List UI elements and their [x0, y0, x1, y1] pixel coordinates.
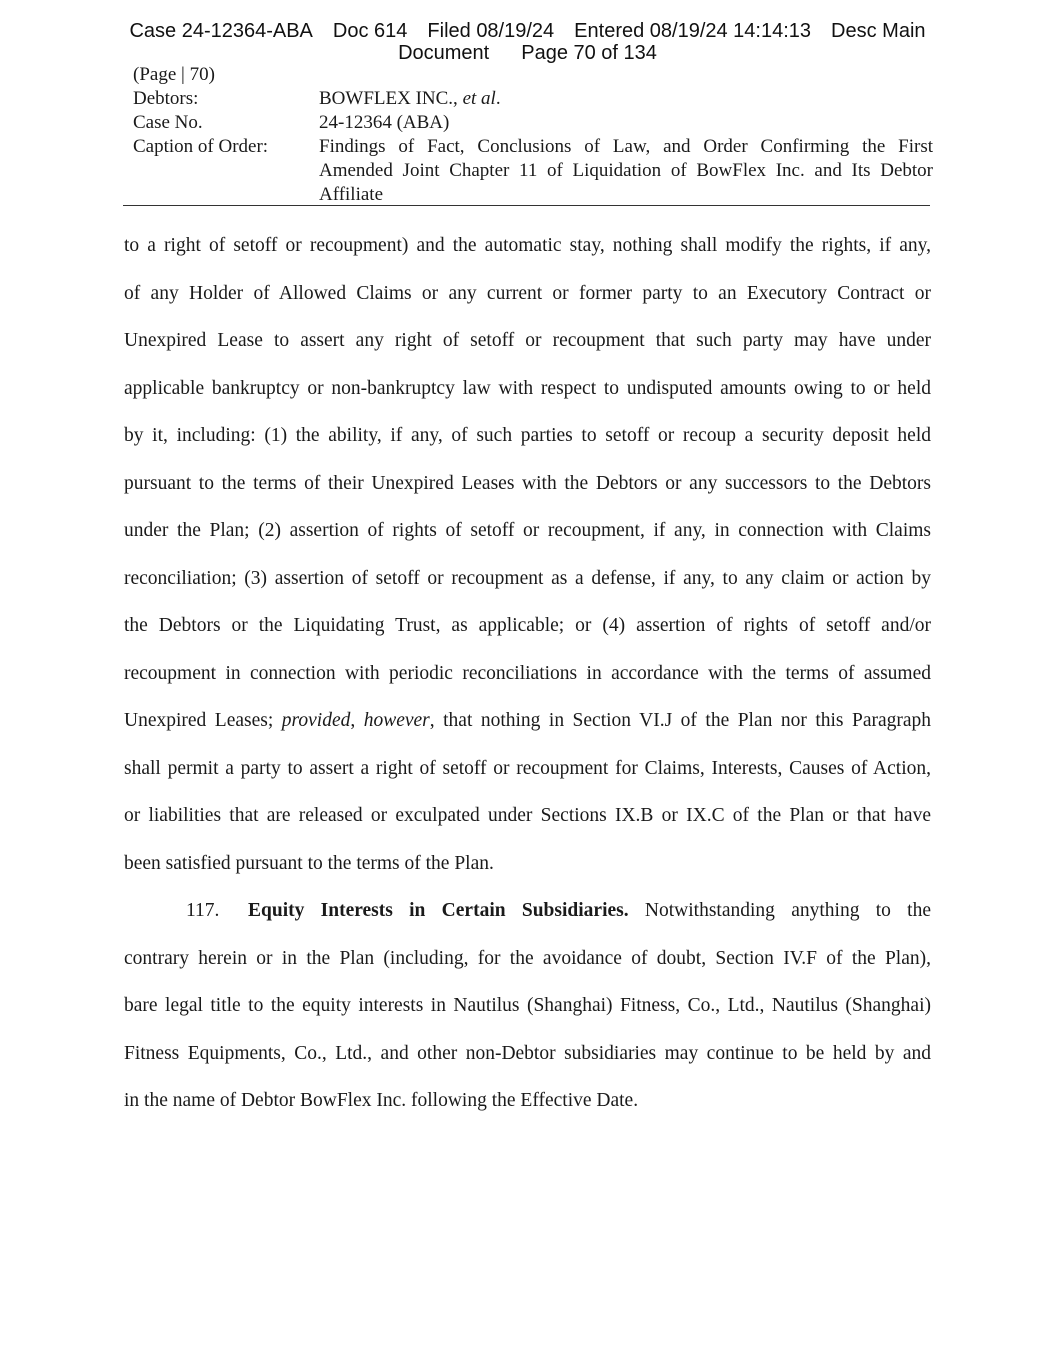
line11-comma: , [350, 710, 356, 731]
body-line: applicable bankruptcy or non-bankruptcy law with respect to undisputed amounts owing to or held [124, 377, 931, 399]
caption-debtors-row [133, 87, 933, 111]
filing-stamp [0, 20, 1055, 64]
body-line-last: in the name of Debtor BowFlex Inc. following the Effective Date. [124, 1090, 639, 1111]
order-title-line1: Findings of Fact, Conclusions of Law, and Order Confirming the First [319, 136, 933, 157]
filing-stamp-line2 [0, 42, 1055, 64]
body-line-last: been satisfied pursuant to the terms of the Plan. [124, 852, 494, 874]
document-body [124, 222, 931, 1125]
body-line: by it, including: (1) the ability, if any, of such parties to setoff or recoup a security deposit held [124, 425, 931, 446]
body-line: pursuant to the terms of their Unexpired Leases with the Debtors or any successors to the Debtors [124, 472, 931, 494]
caption-debtors-label: Debtors: [133, 88, 199, 109]
order-title-line2: Amended Joint Chapter 11 of Liquidation of BowFlex Inc. and Its Debtor [319, 160, 933, 181]
page-count: Page 70 of 134 [521, 42, 657, 64]
body-line: bare legal title to the equity interests in Nautilus (Shanghai) Fitness, Co., Ltd., Nautilus (Shanghai) [124, 995, 931, 1016]
filed-date: Filed 08/19/24 [427, 20, 555, 42]
desc-label: Desc Main [831, 20, 926, 42]
caption-divider [123, 205, 930, 206]
debtors-et-al: et al [462, 88, 496, 109]
line11-end: , that nothing in Section VI.J of the Plan nor this Paragraph [429, 710, 932, 731]
paragraph-117-first-line [124, 887, 931, 935]
caption-order-label: Caption of Order: [133, 136, 269, 157]
body-line: the Debtors or the Liquidating Trust, as applicable; or (4) assertion of rights of setoff and/or [124, 615, 931, 636]
body-line: recoupment in connection with periodic reconciliations in accordance with the terms of assumed [124, 662, 931, 684]
body-line: shall permit a party to assert a right of setoff or recoupment for Claims, Interests, Causes of Action, [124, 757, 931, 779]
caption-case-label: Case No. [133, 112, 203, 133]
caption-order-value [319, 135, 933, 207]
document-label: Document [398, 42, 490, 64]
however-italic: however [363, 710, 430, 731]
debtors-name: BOWFLEX INC., [319, 88, 458, 109]
order-title-line3: Affiliate [319, 184, 384, 205]
entered-date: Entered 08/19/24 14:14:13 [574, 20, 812, 42]
caption-debtors-value [319, 87, 933, 111]
caption-order-row [133, 135, 933, 207]
body-line: contrary herein or in the Plan (including, for the avoidance of doubt, Section IV.F of the Plan), [124, 947, 931, 969]
body-line: under the Plan; (2) assertion of rights of setoff or recoupment, if any, in connection with Claims [124, 520, 931, 541]
caption-page-row [133, 63, 933, 87]
paragraph-heading: Equity Interests in Certain Subsidiaries. [248, 900, 629, 921]
line11-start: Unexpired Leases; [124, 710, 274, 731]
body-line: or liabilities that are released or exculpated under Sections IX.B or IX.C of the Plan or that have [124, 805, 931, 826]
paragraph-number: 117. [186, 900, 220, 921]
debtors-period: . [495, 88, 501, 109]
body-line: reconciliation; (3) assertion of setoff or recoupment as a defense, if any, to any claim or action by [124, 567, 931, 589]
caption-page-ref: (Page | 70) [133, 64, 215, 85]
body-line: to a right of setoff or recoupment) and the automatic stay, nothing shall modify the rights, if any, [124, 235, 931, 256]
body-line: Unexpired Lease to assert any right of setoff or recoupment that such party may have under [124, 330, 931, 351]
body-line: Fitness Equipments, Co., Ltd., and other non-Debtor subsidiaries may continue to be held by and [124, 1042, 931, 1064]
case-number: Case 24-12364-ABA [129, 20, 313, 42]
caption-case-value: 24-12364 (ABA) [319, 112, 450, 133]
body-line-provided [124, 697, 931, 745]
body-line: of any Holder of Allowed Claims or any current or former party to an Executory Contract or [124, 282, 931, 304]
doc-number: Doc 614 [332, 20, 408, 42]
caption-case-row [133, 111, 933, 135]
filing-stamp-line1 [0, 20, 1055, 42]
case-caption [133, 63, 933, 207]
provided-italic: provided [281, 710, 351, 731]
paragraph-first-rest: Notwithstanding anything to the [644, 900, 932, 921]
